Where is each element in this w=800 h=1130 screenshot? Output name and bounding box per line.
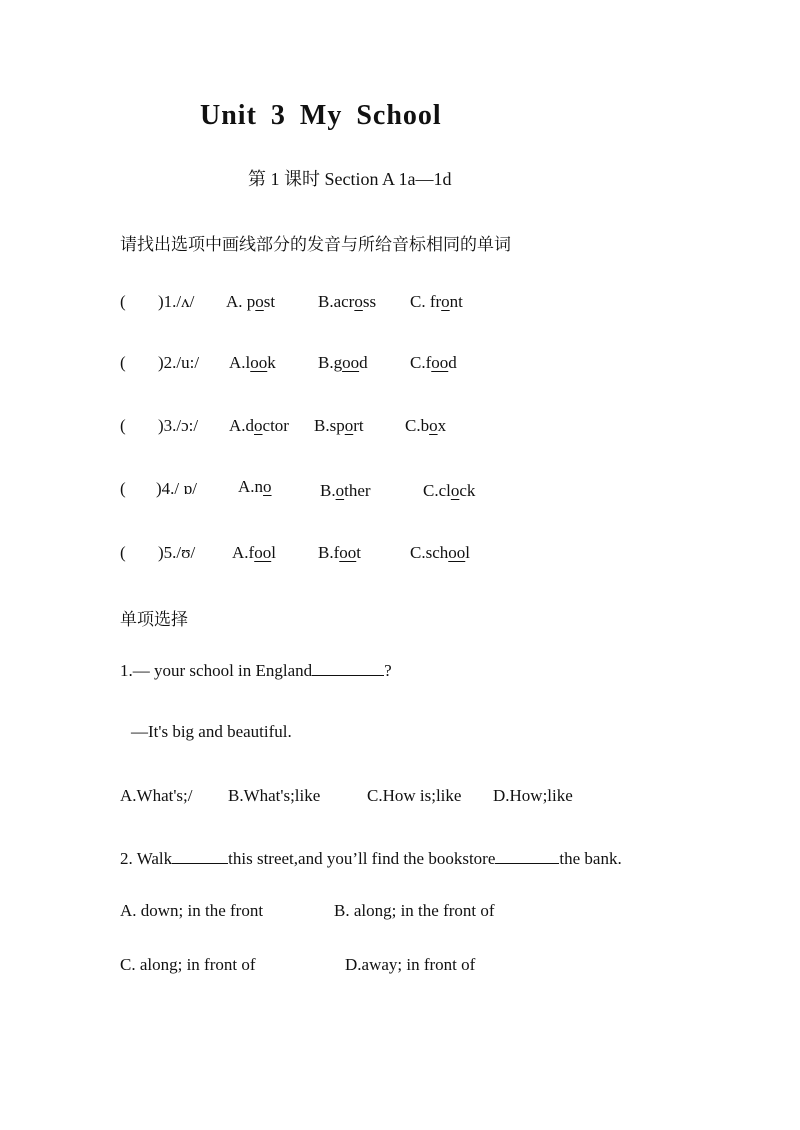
page-title [200, 100, 442, 132]
option-b: B.across [318, 292, 377, 311]
section-heading-phonics: 请找出选项中画线部分的发音与所给音标相同的单词 [120, 235, 511, 255]
option-b: B. along; in the front of [334, 901, 495, 920]
answer-paren: ( [120, 416, 126, 435]
question-number: )3./ɔ:/ [158, 416, 199, 435]
option-a: A.no [238, 477, 272, 496]
option-b: B.other [320, 481, 371, 500]
option-c: C. along; in front of [120, 955, 256, 974]
option-b: B.sport [314, 416, 364, 435]
option-c: C.food [410, 353, 457, 372]
question-1-answer: —It's big and beautiful. [131, 722, 292, 741]
question-number: )5./ʊ/ [158, 543, 196, 562]
option-d: D.How;like [493, 786, 573, 805]
option-c: C. front [410, 292, 463, 311]
question-number: )2./u:/ [158, 353, 200, 372]
option-c: C.How is;like [367, 786, 462, 805]
option-a: A.look [229, 353, 276, 372]
option-c: C.box [405, 416, 447, 435]
answer-paren: ( [120, 353, 126, 372]
title-word: 3 [270, 100, 286, 131]
section-heading-choice: 单项选择 [120, 610, 188, 630]
answer-blank[interactable] [312, 674, 384, 676]
answer-paren: ( [120, 543, 126, 562]
option-c: C.clock [423, 481, 476, 500]
option-b: B.foot [318, 543, 361, 562]
answer-paren: ( [120, 292, 126, 311]
option-c: C.school [410, 543, 470, 562]
title-word: School [356, 100, 442, 131]
question-2-prompt: 2. Walk this street,and you’ll find the bookstore the bank. [120, 849, 622, 868]
option-d: D.away; in front of [345, 955, 476, 974]
option-a: A. post [226, 292, 276, 311]
answer-paren: ( [120, 479, 126, 498]
question-number: )4./ ɒ/ [156, 479, 197, 498]
title-word: My [299, 100, 343, 131]
option-a: A.doctor [229, 416, 289, 435]
answer-blank[interactable] [172, 862, 228, 864]
lesson-subtitle: 第 1 课时 Section A 1a—1d [248, 169, 452, 189]
option-b: B.good [318, 353, 368, 372]
answer-blank[interactable] [495, 862, 559, 864]
question-number: )1./ʌ/ [158, 292, 195, 311]
option-a: A.What's;/ [120, 786, 193, 805]
question-1-prompt: 1.— your school in England ? [120, 661, 392, 680]
option-b: B.What's;like [228, 786, 321, 805]
option-a: A.fool [232, 543, 276, 562]
option-a: A. down; in the front [120, 901, 264, 920]
title-word: Unit [200, 100, 257, 131]
